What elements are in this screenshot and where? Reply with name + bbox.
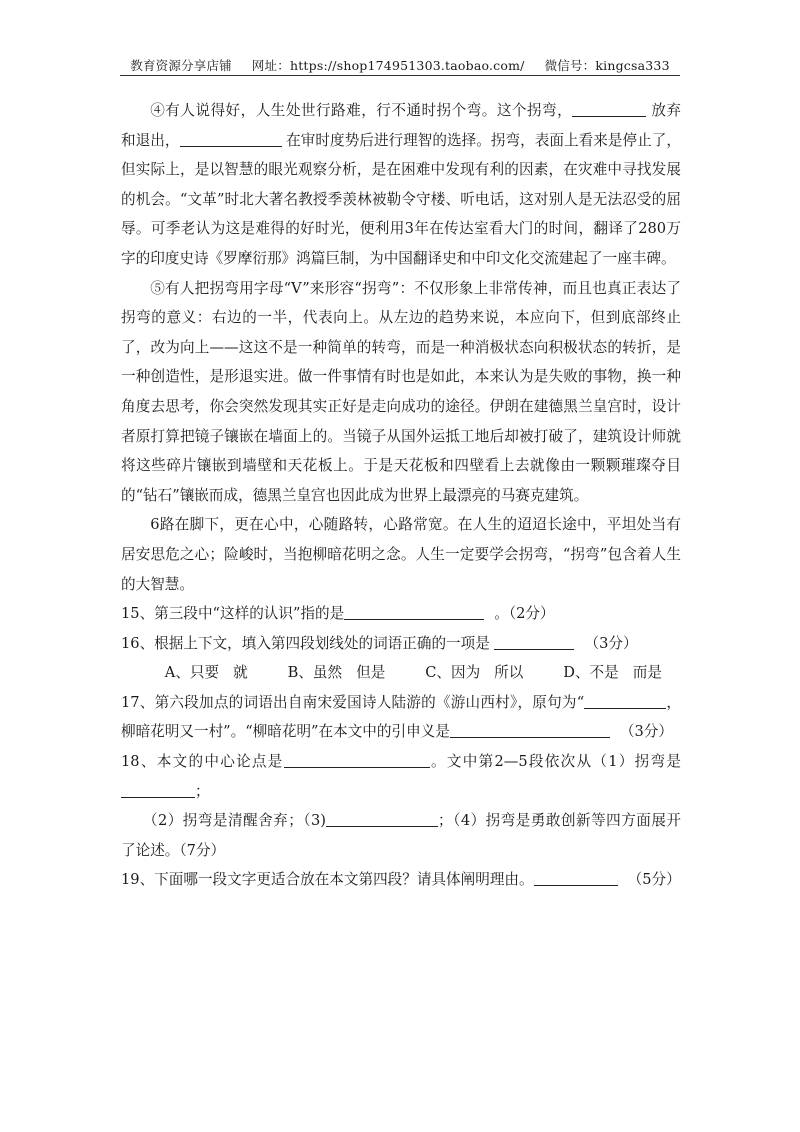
question-15-score: 。（2分） [494, 605, 555, 623]
question-19 [121, 865, 681, 895]
question-17 [121, 688, 681, 747]
paragraph-4 [121, 96, 681, 274]
paragraph-4-blank-2[interactable] [180, 130, 282, 146]
question-15-blank[interactable] [344, 604, 484, 620]
question-18-continued [121, 806, 681, 865]
paragraph-4-text-c: 在审时度势后进行理智的选择。拐弯，表面上看来是停止了，但实际上，是以智慧的眼光观察分析，是在困难中发现有利的因素，在灾难中寻找发展的机会。“文革”时北大著名教授季羡林被勒令守楼、听电话，这对别人是无法忍受的屈辱。可季老认为这是难得的好时光，便利用3年在传达室看大门的时间，翻译了280万字的印度史诗《罗摩衍那》鸿篇巨制，为中国翻译史和中印文化交流建起了一座丰碑。 [121, 131, 681, 267]
header-shop-url[interactable]: 网址：https://shop174951303.taobao.com/ [251, 58, 525, 73]
page-header [120, 56, 680, 74]
question-19-score: （5分） [627, 871, 681, 889]
question-16 [121, 629, 681, 659]
question-15-text: 15、第三段中“这样的认识”指的是 [121, 605, 345, 623]
question-18-text-a: 18、本文的中心论点是 [121, 753, 284, 771]
question-16-text: 16、根据上下文，填入第四段划线处的词语正确的一项是 [121, 634, 495, 652]
paragraph-5: ⑤有人把拐弯用字母“V”来形容“拐弯”：不仅形象上非常传神，而且也真正表达了拐弯的意义：右边的一半，代表向上。从左边的趋势来说，本应向下，但到底部终止了，改为向上——这这不是一种简单的转弯，而是一种消极状态向积极状态的转折，是一种创造性，是形退实进。做一件事情有时也是如此，本来认为是失败的事物，换一种角度去思考，你会突然发现其实正好是走向成功的途径。伊朗在建德黑兰皇宫时，设计者原打算把镜子镶嵌在墙面上的。当镜子从国外运抵工地后却被打破了，建筑设计师就将这些碎片镶嵌到墙壁和天花板上。于是天花板和四壁看上去就像由一颗颗璀璨夺目的“钻石”镶嵌而成，德黑兰皇宫也因此成为世界上最漂亮的马赛克建筑。 [121, 279, 681, 504]
question-17-text-a: 17、第六段加点的词语出自南宋爱国诗人陆游的《游山西村》，原句为“ [121, 693, 585, 711]
question-18-text-e: ；（4）拐弯是勇敢创新等四方面展开了论述。（7分） [121, 812, 681, 859]
question-18-blank-2[interactable] [121, 781, 195, 797]
paragraph-6: 6路在脚下，更在心中，心随路转，心路常宽。在人生的迢迢长途中，平坦处当有居安思危之心；险峻时，当抱柳暗花明之念。人生一定要学会拐弯，“拐弯”包含着人生的大智慧。 [121, 516, 681, 593]
question-16-options [121, 658, 681, 688]
question-17-blank-1[interactable] [584, 693, 666, 709]
question-18-blank-3[interactable] [326, 811, 438, 827]
paragraph-4-blank-1[interactable] [572, 101, 646, 117]
option-d[interactable]: D、不是 而是 [563, 664, 662, 682]
option-b[interactable]: B、虽然 但是 [287, 664, 386, 682]
option-c[interactable]: C、因为 所以 [425, 664, 524, 682]
question-17-text-b: ，柳暗花明又一村”。“柳暗花明”在本文中的引申义是 [121, 693, 681, 741]
document-body [121, 96, 681, 895]
question-16-score: （3分） [584, 634, 638, 652]
paragraph-4-text-a: ④有人说得好，人生处世行路难，行不通时拐个弯。这个拐弯， [150, 102, 573, 119]
question-15 [121, 599, 681, 629]
question-17-blank-2[interactable] [450, 722, 610, 738]
question-18-text-b: 。文中第2—5段依次从（1）拐弯是 [429, 753, 681, 771]
question-19-blank[interactable] [534, 870, 618, 886]
question-19-text: 19、下面哪一段文字更适合放在本文第四段？请具体阐明理由。 [121, 871, 534, 889]
paragraph-4-text-b: 放弃和退出， [121, 102, 681, 149]
question-16-blank[interactable] [494, 633, 574, 649]
question-18-text-d: （2）拐弯是清醒舍弃；（3) [142, 812, 327, 830]
question-18-text-c: ； [195, 782, 210, 800]
header-wechat-id: 微信号：kingcsa333 [544, 58, 670, 73]
question-18-blank-1[interactable] [284, 752, 430, 768]
header-shop-name: 教育资源分享店铺 [130, 58, 232, 73]
option-a[interactable]: A、只要 就 [164, 664, 248, 682]
header-divider [120, 75, 680, 76]
question-17-score: （3分） [619, 723, 673, 741]
question-18 [121, 747, 681, 806]
